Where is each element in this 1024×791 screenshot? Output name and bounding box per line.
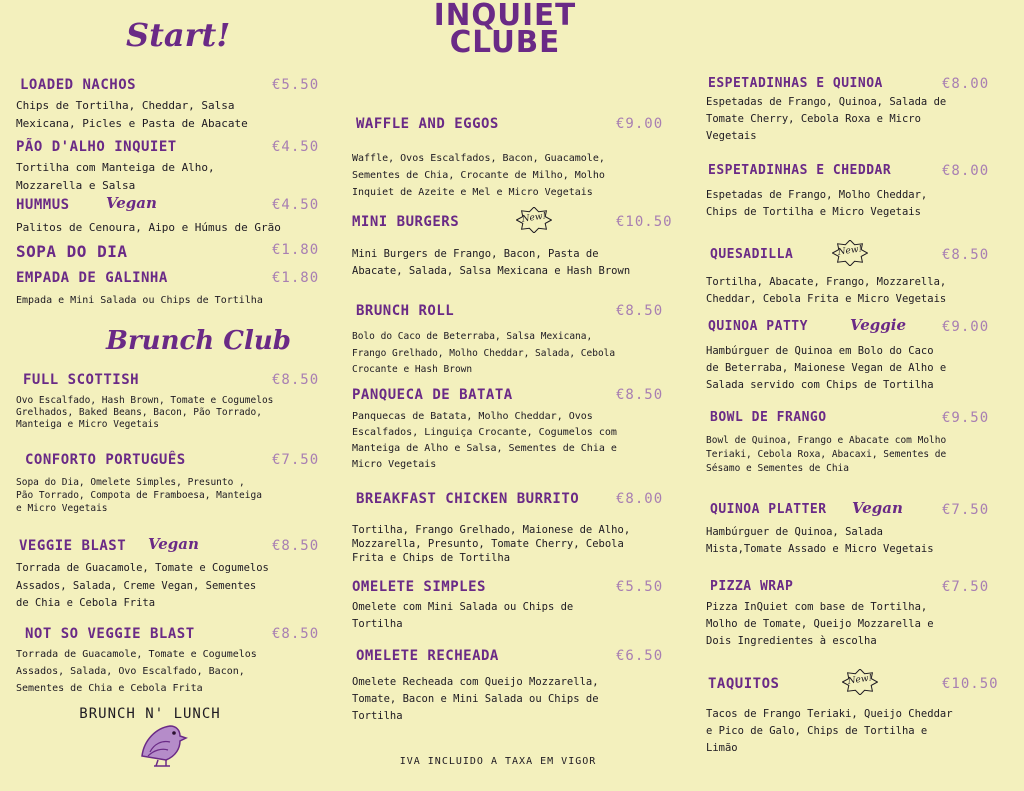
item-price: €10.50 [616,214,673,230]
diet-tag: Vegan [148,535,199,553]
new-badge [516,207,552,233]
item-description: Bowl de Quinoa, Frango e Abacate com Molho Teriaki, Cebola Roxa, Abacaxi, Sementes de Sésamo e Sementes de Chia [706,435,947,474]
item-name: FULL SCOTTISH [23,372,140,388]
item-name: HUMMUS [16,197,70,213]
brand-logo [363,0,647,60]
item-name: ESPETADINHAS E QUINOA [708,76,883,91]
item-name: PÃO D'ALHO INQUIET [16,139,177,155]
item-description: Hambúrguer de Quinoa em Bolo do Caco de Beterraba, Maionese Vegan de Alho e Salada servido com Chips de Tortilha [706,345,947,391]
brand-line-1: INQUIET [433,0,577,33]
new-badge [832,240,868,266]
item-price: €5.50 [616,579,664,595]
item-description: Tortilha com Manteiga de Alho, Mozzarella e Salsa [16,161,215,192]
item-description: Empada e Mini Salada ou Chips de Tortilha [16,295,263,306]
brand-line-2: CLUBE [449,25,561,60]
item-price: €9.00 [616,116,664,132]
diet-tag: Vegan [106,194,157,212]
item-name: OMELETE RECHEADA [356,648,499,664]
new-badge-label: New! [837,244,863,258]
item-description: Tortilha, Frango Grelhado, Maionese de Alho, Mozzarella, Presunto, Tomate Cherry, Cebola Frita e Chips de Tortilha [352,524,631,564]
item-price: €4.50 [272,139,320,155]
item-name: PANQUECA DE BATATA [352,387,513,403]
vat-note: IVA INCLUIDO A TAXA EM VIGOR [399,756,597,767]
item-description: Sopa do Dia, Omelete Simples, Presunto , Pão Torrado, Compota de Framboesa, Manteiga e Micro Vegetais [16,477,262,514]
bird-mascot-icon [136,716,188,768]
item-description: Waffle, Ovos Escalfados, Bacon, Guacamole, Sementes de Chia, Crocante de Milho, Molho Inquiet de Azeite e Mel e Micro Vegetais [352,153,605,198]
item-price: €7.50 [942,579,990,595]
item-price: €8.00 [942,76,990,92]
item-name: VEGGIE BLAST [19,538,127,554]
item-description: Espetadas de Frango, Molho Cheddar, Chips de Tortilha e Micro Vegetais [706,189,928,218]
item-name: OMELETE SIMPLES [352,579,486,595]
diet-tag: Veggie [850,316,907,334]
item-price: €8.50 [272,372,320,388]
item-name: BREAKFAST CHICKEN BURRITO [356,491,580,507]
item-price: €8.50 [616,303,664,319]
item-price: €1.80 [272,242,320,258]
item-price: €9.50 [942,410,990,426]
item-price: €4.50 [272,197,320,213]
item-price: €7.50 [272,452,320,468]
item-price: €6.50 [616,648,664,664]
item-name: WAFFLE AND EGGOS [356,116,499,132]
item-name: MINI BURGERS [352,214,460,230]
item-price: €8.50 [272,626,320,642]
item-price: €10.50 [942,676,999,692]
item-price: €8.00 [616,491,664,507]
item-description: Hambúrguer de Quinoa, Salada Mista,Tomate Assado e Micro Vegetais [706,526,934,555]
item-name: TAQUITOS [708,676,780,692]
item-name: QUESADILLA [710,247,794,262]
item-description: Panquecas de Batata, Molho Cheddar, Ovos Escalfados, Linguiça Crocante, Cogumelos com Manteiga de Alho e Salsa, Sementes de Chia e Micro Vegetais [352,411,617,470]
section-title-brunch-club: Brunch Club [106,326,291,356]
section-title-start: Start! [126,16,231,54]
diet-tag: Vegan [852,499,903,517]
item-name: BOWL DE FRANGO [710,410,827,425]
item-name: QUINOA PATTY [708,319,808,334]
item-description: Torrada de Guacamole, Tomate e Cogumelos Assados, Salada, Creme Vegan, Sementes de Chia e Cebola Frita [16,562,269,609]
item-description: Tacos de Frango Teriaki, Queijo Cheddar e Pico de Galo, Chips de Tortilha e Limão [706,708,953,754]
item-description: Pizza InQuiet com base de Tortilha, Molho de Tomate, Queijo Mozzarella e Dois Ingredientes à escolha [706,601,934,647]
item-description: Omelete Recheada com Queijo Mozzarella, Tomate, Bacon e Mini Salada ou Chips de Tortilha [352,676,599,722]
new-badge [842,669,878,695]
item-price: €8.50 [616,387,664,403]
item-price: €8.50 [942,247,990,263]
item-name: ESPETADINHAS E CHEDDAR [708,163,892,178]
item-description: Tortilha, Abacate, Frango, Mozzarella, Cheddar, Cebola Frita e Micro Vegetais [706,276,947,305]
item-name: EMPADA DE GALINHA [16,270,168,286]
item-price: €9.00 [942,319,990,335]
item-name: QUINOA PLATTER [710,502,827,517]
item-description: Torrada de Guacamole, Tomate e Cogumelos Assados, Salada, Ovo Escalfado, Bacon, Sementes de Chia e Cebola Frita [16,649,257,694]
item-description: Mini Burgers de Frango, Bacon, Pasta de Abacate, Salada, Salsa Mexicana e Hash Brown [352,248,631,277]
item-price: €7.50 [942,502,990,518]
new-badge-label: New! [521,211,547,225]
new-badge-label: New! [847,673,873,687]
item-description: Espetadas de Frango, Quinoa, Salada de Tomate Cherry, Cebola Roxa e Micro Vegetais [706,96,947,142]
item-description: Ovo Escalfado, Hash Brown, Tomate e Cogumelos Grelhados, Baked Beans, Bacon, Pão Torrado, Manteiga e Micro Vegetais [16,395,274,430]
item-name: NOT SO VEGGIE BLAST [25,626,195,642]
item-name: BRUNCH ROLL [356,303,455,319]
item-price: €5.50 [272,77,320,93]
item-description: Bolo do Caco de Beterraba, Salsa Mexicana, Frango Grelhado, Molho Cheddar, Salada, Cebola Crocante e Hash Brown [352,331,616,375]
item-description: Palitos de Cenoura, Aipo e Húmus de Grão [16,221,281,234]
item-price: €8.00 [942,163,990,179]
item-description: Chips de Tortilha, Cheddar, Salsa Mexicana, Picles e Pasta de Abacate [16,99,248,130]
item-name: PIZZA WRAP [710,579,794,594]
item-description: Omelete com Mini Salada ou Chips de Tortilha [352,601,574,630]
item-name: SOPA DO DIA [16,242,128,261]
item-price: €1.80 [272,270,320,286]
brunch-lunch-caption: BRUNCH N' LUNCH [79,706,221,722]
item-name: LOADED NACHOS [20,77,137,93]
item-price: €8.50 [272,538,320,554]
item-name: CONFORTO PORTUGUÊS [25,452,186,468]
